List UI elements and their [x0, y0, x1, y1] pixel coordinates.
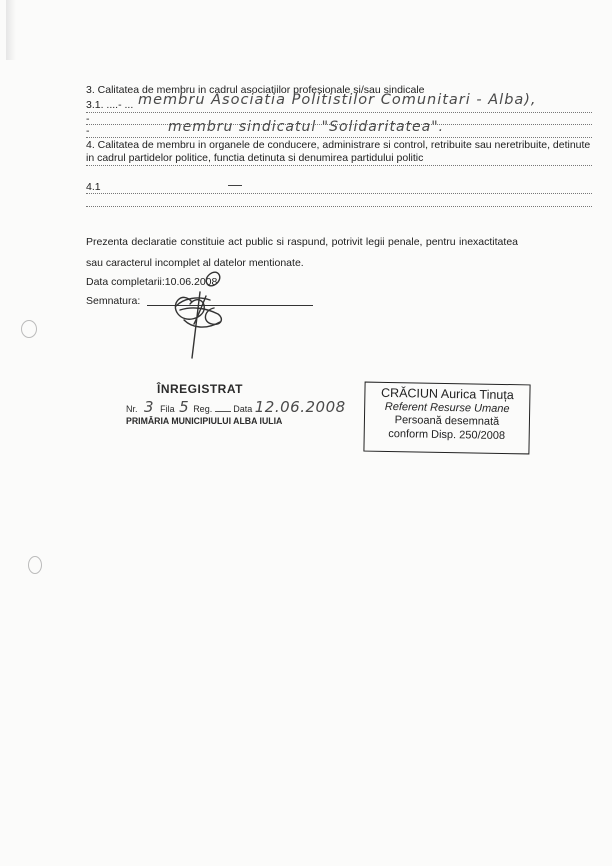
section-3-row3-line: [86, 137, 592, 138]
section-4-row2-line: [86, 206, 592, 207]
punch-hole-bottom: [28, 556, 42, 574]
registration-stamp-title: ÎNREGISTRAT: [157, 382, 243, 396]
section-3-row1-line: [86, 112, 592, 113]
section-3-heading: 3. Calitatea de membru in cadrul asociatiilor profesionale si/sau sindicale: [86, 84, 425, 96]
section-4-heading: 4. Calitatea de membru in organele de conducere, administrare si control, retribuite sau neretribuite, detinute in cadrul partidelor politice, functia detinuta si denumirea partidului politic: [86, 139, 591, 164]
section-4-row1-value: —: [228, 176, 242, 192]
registration-reg-blank: [215, 411, 231, 412]
stamp-reference: conform Disp. 250/2008: [388, 427, 506, 442]
section-4-row1-line: [86, 193, 592, 194]
registration-nr-value: 3: [144, 398, 154, 416]
declaration-statement: Prezenta declaratie constituie act public si raspund, potrivit legii penale, pentru inexactitatea sau caracterul incomplet al datelor mentionate.: [86, 236, 518, 269]
registration-stamp-institution: PRIMĂRIA MUNICIPIULUI ALBA IULIA: [126, 416, 283, 427]
punch-hole-top: [21, 320, 37, 338]
registration-fila-label: Fila: [160, 404, 175, 414]
handwritten-signature: [162, 262, 232, 362]
stamp-name: CRĂCIUN Aurica Tinuța: [380, 385, 514, 403]
section-4-heading-line: [86, 165, 592, 166]
section-3-row3-prefix: -: [86, 125, 90, 137]
stamp-designation: Persoană desemnată: [394, 414, 500, 428]
registration-data-value: 12.06.2008: [254, 398, 346, 416]
registration-data-label: Data: [233, 404, 253, 414]
section-3-row2-prefix: -: [86, 113, 90, 125]
registration-fila-value: 5: [179, 398, 189, 416]
section-3-row1-handwritten: membru Asociatia Politistilor Comunitari - Alba),: [138, 92, 537, 108]
scan-edge-mark: [6, 0, 16, 60]
section-4-row1-prefix: 4.1: [86, 181, 101, 193]
registration-stamp-fields: [126, 398, 346, 416]
signature-label: Semnatura:: [86, 295, 141, 307]
section-3-row1-prefix: 3.1. ....- ...: [86, 99, 134, 111]
stamp-role: Referent Resurse Umane: [384, 400, 510, 415]
completion-date: Data completarii:10.06.2008: [86, 276, 218, 288]
responsible-person-stamp: [363, 382, 530, 455]
registration-nr-label: Nr.: [126, 404, 138, 414]
section-3-row3-handwritten: membru sindicatul "Solidaritatea".: [168, 119, 445, 135]
registration-reg-label: Reg.: [193, 404, 213, 414]
